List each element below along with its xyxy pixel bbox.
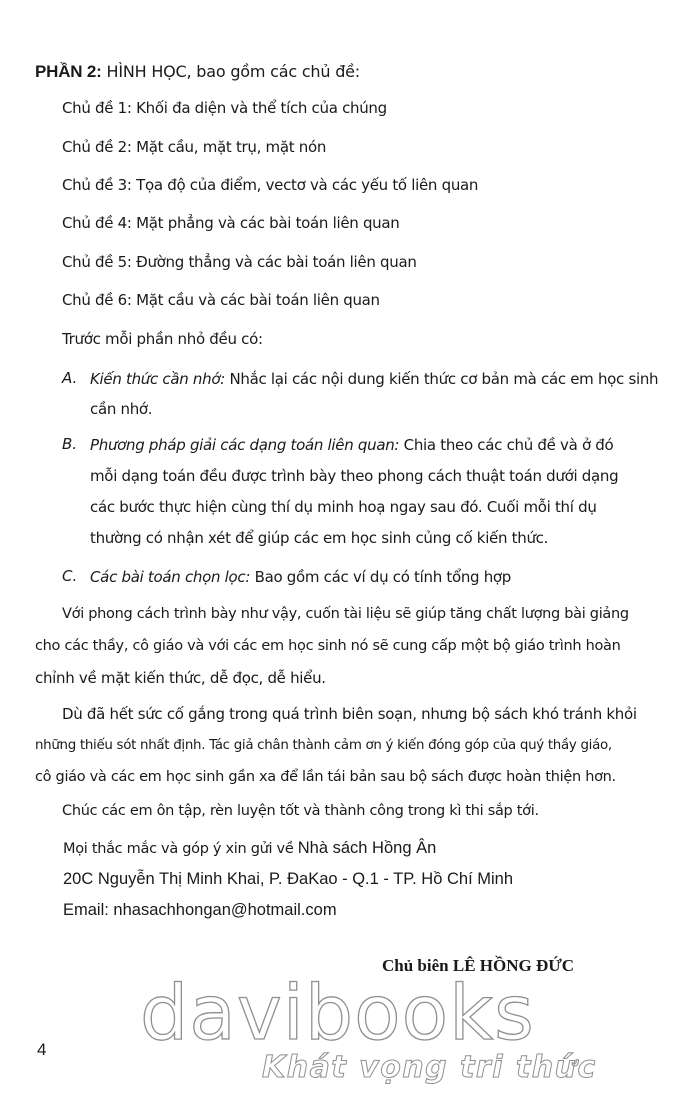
publisher-name: Nhà sách Hồng Ân: [297, 839, 437, 857]
contact-prefix: Mọi thắc mắc và góp ý xin gửi về: [63, 841, 298, 857]
contact-line: [63, 839, 436, 858]
paragraph-1-line-3: chỉnh về mặt kiến thức, dễ đọc, dễ hiểu.: [35, 669, 326, 687]
topic-2: Chủ đề 2: Mặt cầu, mặt trụ, mặt nón: [62, 138, 327, 156]
section-label: PHẦN 2:: [35, 62, 102, 81]
item-b-marker: B.: [62, 435, 78, 453]
item-b-line-4: thường có nhận xét để giúp các em học sinh củng cố kiến thức.: [90, 529, 549, 547]
item-c-title: Các bài toán chọn lọc:: [90, 568, 251, 586]
paragraph-2-line-3: cô giáo và các em học sinh gần xa để lần tái bản sau bộ sách được hoàn thiện hơn.: [35, 769, 616, 785]
intro-text: Trước mỗi phần nhỏ đều có:: [62, 330, 263, 348]
page-number: 4: [37, 1040, 47, 1059]
watermark-brand: davibooks: [140, 968, 535, 1057]
item-a-marker: A.: [62, 369, 78, 387]
contact-address: 20C Nguyễn Thị Minh Khai, P. ĐaKao - Q.1 - TP. Hồ Chí Minh: [63, 870, 514, 888]
item-b-line-1: [90, 435, 613, 455]
item-b-title: Phương pháp giải các dạng toán liên quan:: [90, 436, 400, 454]
topic-1: Chủ đề 1: Khối đa diện và thể tích của chúng: [62, 99, 387, 117]
paragraph-1-line-2: cho các thầy, cô giáo và với các em học sinh nó sẽ cung cấp một bộ giáo trình hoàn: [35, 638, 621, 654]
section-heading: [35, 62, 360, 82]
paragraph-2-line-1: Dù đã hết sức cố gắng trong quá trình biên soạn, nhưng bộ sách khó tránh khỏi: [62, 705, 637, 723]
editor-signature: Chủ biên LÊ HỒNG ĐỨC: [382, 956, 575, 975]
closing-wish: Chúc các em ôn tập, rèn luyện tốt và thành công trong kì thi sắp tới.: [62, 803, 539, 819]
item-a-line-1: [90, 369, 658, 389]
item-b-line-2: mỗi dạng toán đều được trình bày theo phong cách thuật toán dưới dạng: [90, 467, 619, 485]
paragraph-1-line-1: Với phong cách trình bày như vậy, cuốn tài liệu sẽ giúp tăng chất lượng bài giảng: [62, 606, 629, 622]
item-a-text: Nhắc lại các nội dung kiến thức cơ bản mà các em học sinh: [224, 370, 659, 388]
section-heading-text: HÌNH HỌC, bao gồm các chủ đề:: [101, 62, 360, 81]
item-a-line-2: cần nhớ.: [90, 400, 153, 418]
contact-email: Email: nhasachhongan@hotmail.com: [63, 901, 337, 919]
item-c-marker: C.: [62, 567, 78, 585]
item-c-line-1: [90, 567, 511, 587]
item-b-line-3: các bước thực hiện cùng thí dụ minh hoạ ngay sau đó. Cuối mỗi thí dụ: [90, 498, 597, 516]
watermark-slogan: Khát vọng tri thức: [262, 1050, 597, 1085]
topic-3: Chủ đề 3: Tọa độ của điểm, vectơ và các yếu tố liên quan: [62, 176, 479, 194]
item-c-text: Bao gồm các ví dụ có tính tổng hợp: [250, 568, 512, 586]
topic-6: Chủ đề 6: Mặt cầu và các bài toán liên quan: [62, 291, 380, 309]
item-a-title: Kiến thức cần nhớ:: [90, 370, 225, 388]
topic-4: Chủ đề 4: Mặt phẳng và các bài toán liên quan: [62, 214, 400, 232]
item-b-text: Chia theo các chủ đề và ở đó: [399, 436, 614, 454]
paragraph-2-line-2: những thiếu sót nhất định. Tác giả chân thành cảm ơn ý kiến đóng góp của quý thầy giáo,: [35, 738, 612, 753]
topic-5: Chủ đề 5: Đường thẳng và các bài toán liên quan: [62, 253, 417, 271]
